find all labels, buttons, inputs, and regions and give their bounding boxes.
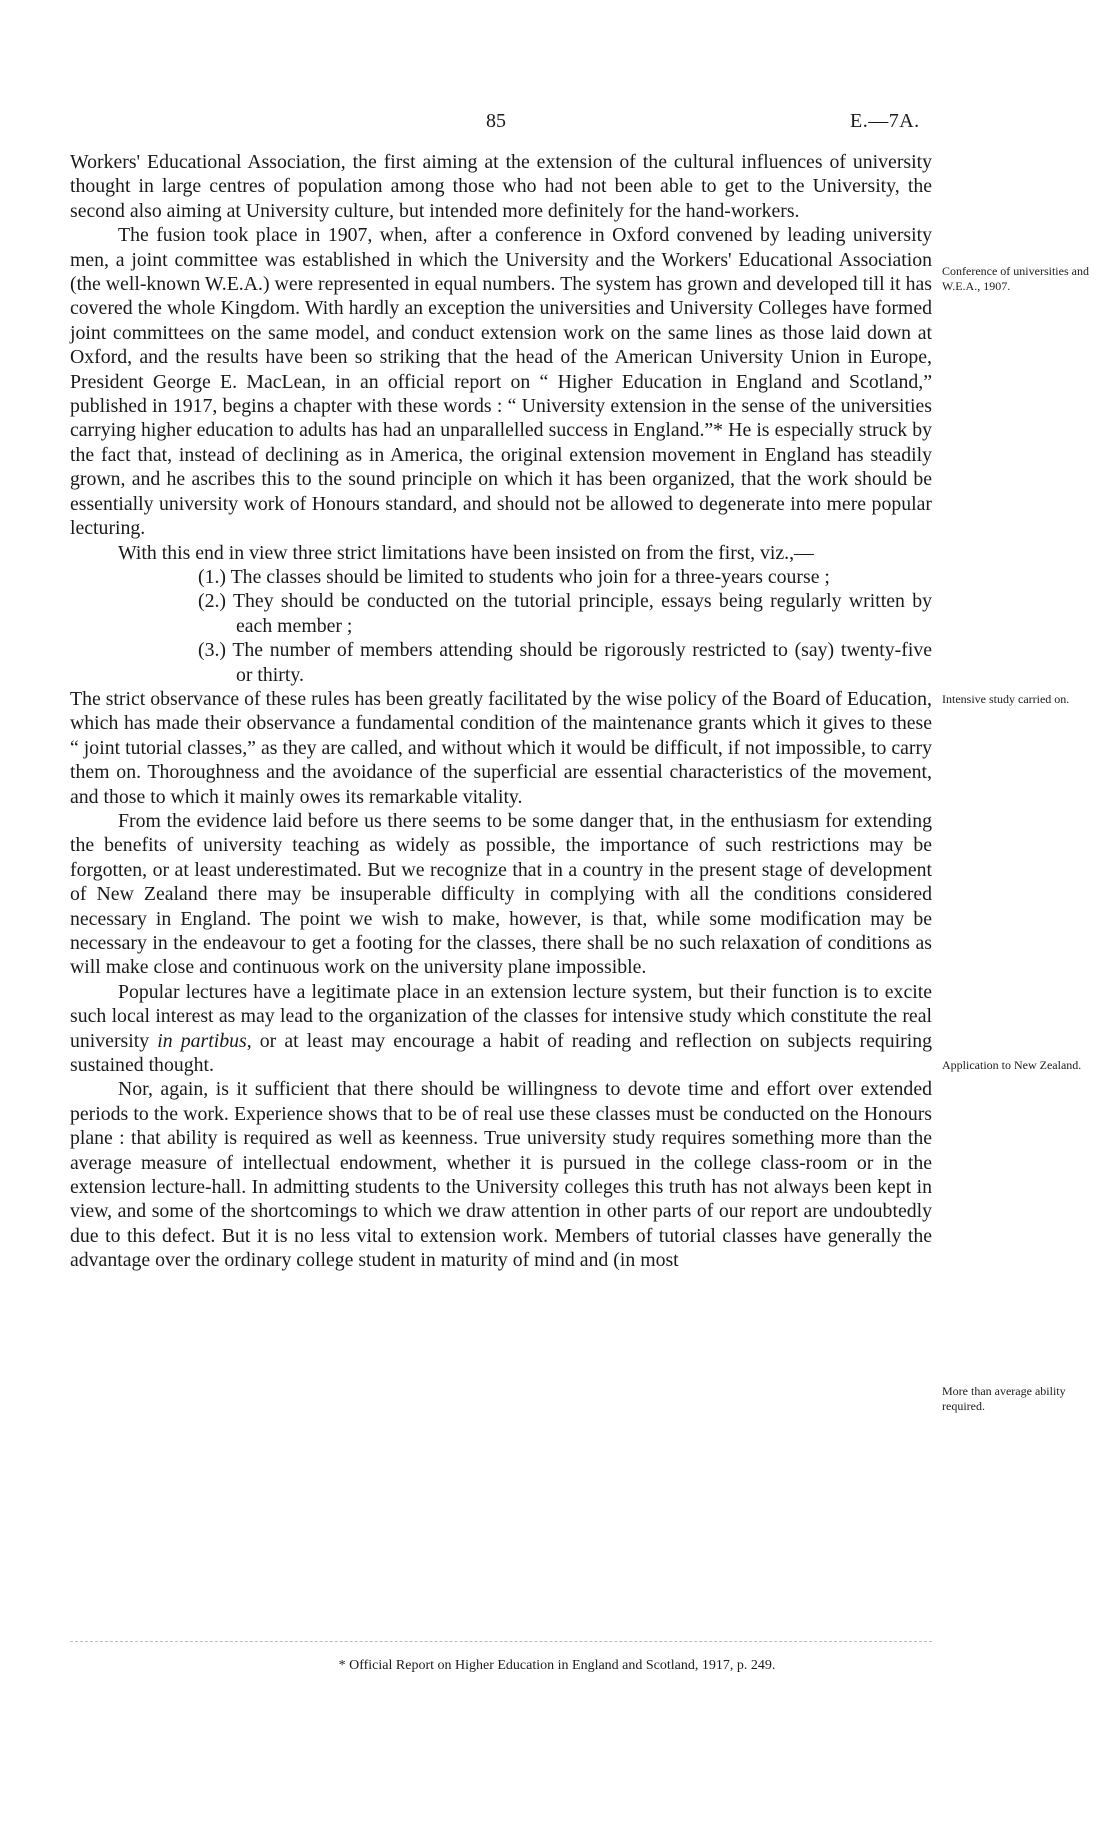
page-header bbox=[0, 110, 1114, 140]
margin-note-ability: More than average ability required. bbox=[942, 1384, 1066, 1413]
margin-note-conference: Conference of universities and W.E.A., 1907. bbox=[942, 264, 1089, 293]
footnote-divider bbox=[70, 1641, 932, 1642]
document-reference: E.—7A. bbox=[850, 110, 920, 132]
limitations-list bbox=[70, 565, 932, 687]
paragraph-ability: Nor, again, is it sufficient that there should be willingness to devote time and effort over extended periods to the work. Experience shows that to be of real use these classes must be conducted on the Honours plane : that ability is required as well as keenness. True university study requires something more than the average measure of intellectual endowment, whether it is pursued in the college class-room or in the extension lecture-hall. In admitting students to the University colleges this truth has not always been kept in view, and some of the shortcomings to which we draw attention in other parts of our report are undoubtedly due to this defect. But it is no less vital to extension work. Members of tutorial classes have generally the advantage over the ordinary college student in maturity of mind and (in most bbox=[70, 1078, 932, 1272]
paragraph-fusion: The fusion took place in 1907, when, after a conference in Oxford convened by leading university men, a joint committee was established in which the University and the Workers' Educational Association (the well-known W.E.A.) were represented in equal numbers. The system has grown and developed till it has covered the whole Kingdom. With hardly an exception the universities and University Colleges have formed joint committees on the same model, and conduct extension work on the same lines as those laid down at Oxford, and the results have been so striking that the head of the American University Union in Europe, President George E. MacLean, in an official report on “ Higher Education in England and Scotland,” published in 1917, begins a chapter with these words : “ University extension in the sense of the universities carrying higher education to adults has had an unparallelled success in England.”* He is especially struck by the fact that, instead of declining as in America, the original extension movement in England has steadily grown, and he ascribes this to the sound principle on which it has been organized, that the work should be essentially university work of Honours standard, and should not be allowed to degenerate into mere popular lecturing. bbox=[70, 224, 932, 540]
page-number: 85 bbox=[486, 110, 506, 132]
list-item: (2.) They should be conducted on the tutorial principle, essays being regularly written by each member ; bbox=[198, 590, 932, 637]
list-item: (3.) The number of members attending should be rigorously restricted to (say) twenty-five or thirty. bbox=[198, 639, 932, 686]
list-item: (1.) The classes should be limited to students who join for a three-years course ; bbox=[198, 565, 830, 588]
main-text bbox=[70, 150, 932, 1273]
paragraph-new-zealand: From the evidence laid before us there seems to be some danger that, in the enthusiasm for extending the benefits of university teaching as widely as possible, the importance of such restrictions may be forgotten, or at least underestimated. But we recognize that in a country in the present stage of development of New Zealand there may be insuperable difficulty in complying with all the conditions considered necessary in England. The point we wish to make, however, is that, while some modification may be necessary in the endeavour to get a footing for the classes, there shall be no such relaxation of conditions as will make close and continuous work on the university plane impossible. bbox=[70, 809, 932, 979]
popular-text-start: Popular lectures have a legitimate place in an extension lecture system, but their function is to excite such local interest as may lead to the organization of the classes for intensive study which constitute the real university bbox=[70, 980, 932, 1052]
paragraph-wea-intro: Workers' Educational Association, the first aiming at the extension of the cultural influences of university thought in large centres of population among those who had not been able to get to the University, the second also aiming at University culture, but intended more definitely for the hand-workers. bbox=[70, 151, 932, 222]
popular-text-end: , or at least may encourage a habit of reading and reflection on subjects requiring sustained thought. bbox=[70, 1029, 932, 1077]
italic-phrase: in partibus bbox=[157, 1029, 247, 1052]
footnote: * Official Report on Higher Education in England and Scotland, 1917, p. 249. bbox=[338, 1658, 776, 1673]
paragraph-limitations-intro: With this end in view three strict limitations have been insisted on from the first, viz.,— bbox=[118, 541, 814, 564]
paragraph-popular-lectures bbox=[70, 980, 932, 1078]
margin-note-new-zealand: Application to New Zealand. bbox=[942, 1058, 1082, 1072]
paragraph-board-of-education: The strict observance of these rules has been greatly facilitated by the wise policy of the Board of Education, which has made their observance a fundamental condition of the maintenance grants which it gives to these “ joint tutorial classes,” as they are called, and without which it would be difficult, if not impossible, to carry them on. Thoroughness and the avoidance of the superficial are essential characteristics of the movement, and those to which it mainly owes its remarkable vitality. bbox=[70, 687, 932, 808]
margin-note-intensive-study: Intensive study carried on. bbox=[942, 692, 1070, 706]
